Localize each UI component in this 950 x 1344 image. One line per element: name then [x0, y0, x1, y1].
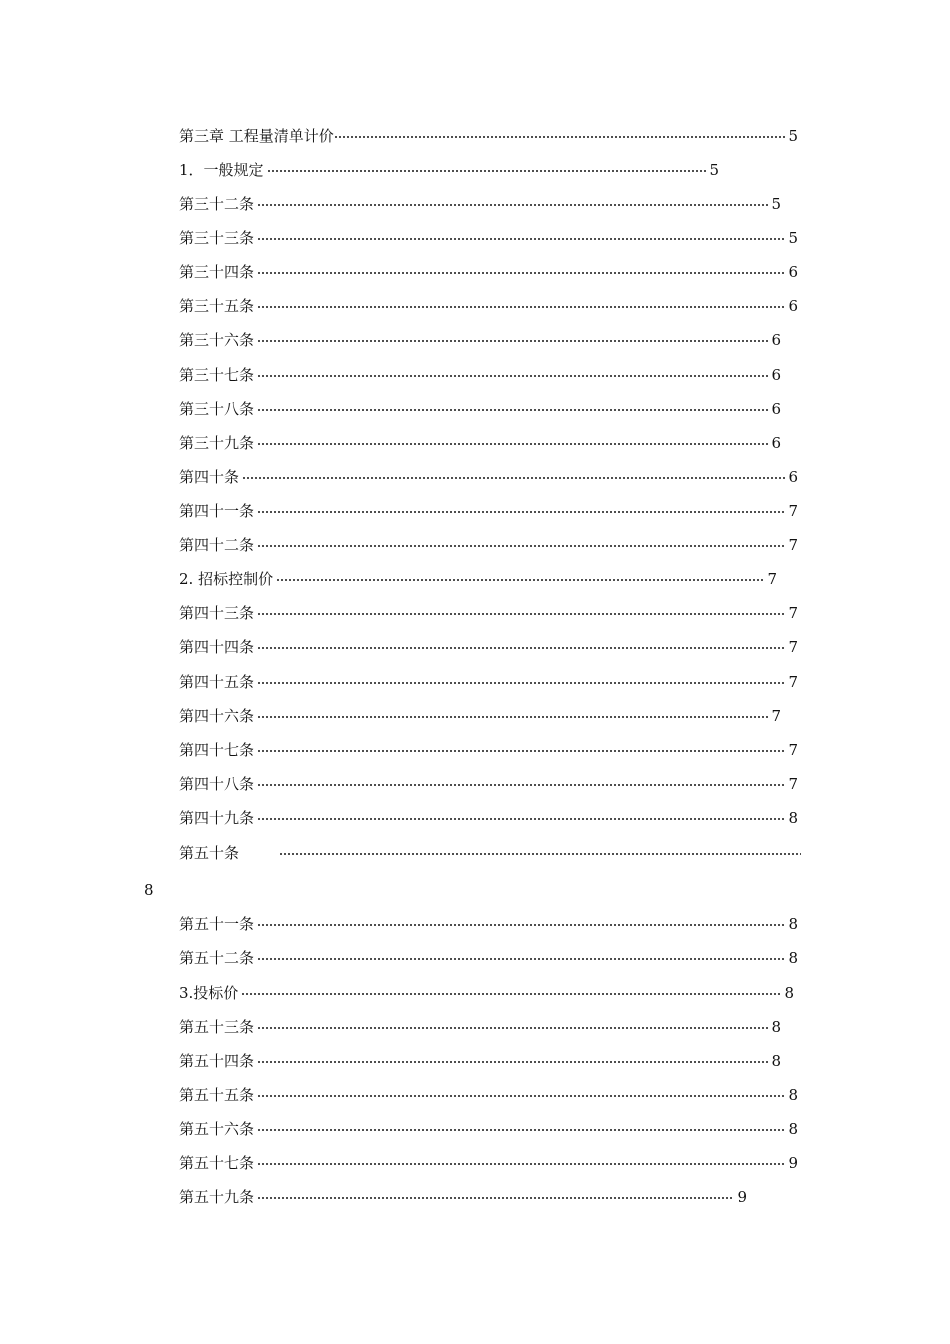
- toc-entry[interactable]: [179, 1050, 781, 1072]
- toc-entry-page: 6: [788, 263, 798, 281]
- toc-entry-page: 5: [771, 195, 781, 213]
- toc-entry-title: 第四十四条: [179, 638, 255, 656]
- toc-entry-title: 第三十五条: [179, 297, 255, 315]
- toc-leader-dots: [257, 716, 768, 718]
- toc-entry-page: 5: [788, 127, 798, 145]
- toc-entry[interactable]: [179, 636, 798, 658]
- toc-entry-title: 第四十八条: [179, 775, 255, 793]
- toc-entry-page: 8: [788, 809, 798, 827]
- toc-entry[interactable]: [179, 1152, 798, 1174]
- toc-entry-title: 第三十六条: [179, 331, 255, 349]
- toc-entry-title: 第四十一条: [179, 502, 255, 520]
- toc-leader-dots: [257, 1197, 734, 1199]
- toc-entry-page: 6: [788, 297, 798, 315]
- toc-entry-title: 第三十八条: [179, 400, 255, 418]
- toc-entry[interactable]: [179, 329, 781, 351]
- toc-entry-title: 第三十三条: [179, 229, 255, 247]
- toc-leader-dots: [257, 682, 785, 684]
- toc-entry-page: 8: [771, 1052, 781, 1070]
- toc-entry-title: 第四十九条: [179, 809, 255, 827]
- toc-entry[interactable]: [179, 1186, 747, 1208]
- toc-leader-dots: [257, 340, 768, 342]
- toc-entry[interactable]: [179, 705, 781, 727]
- toc-entry[interactable]: [179, 947, 798, 969]
- toc-entry-title: 第四十条: [179, 468, 240, 486]
- toc-entry-title: 第三十九条: [179, 434, 255, 452]
- toc-entry[interactable]: [179, 261, 798, 283]
- toc-entry[interactable]: [179, 1084, 798, 1106]
- toc-entry-title: 第三十二条: [179, 195, 255, 213]
- toc-entry-title: 第五十六条: [179, 1120, 255, 1138]
- toc-leader-dots: [241, 993, 781, 995]
- toc-entry-page: 5: [709, 161, 719, 179]
- toc-leader-dots: [257, 818, 785, 820]
- toc-leader-dots: [257, 784, 785, 786]
- toc-entry[interactable]: [179, 568, 777, 590]
- toc-leader-dots: [257, 204, 768, 206]
- toc-leader-dots: [279, 853, 801, 855]
- toc-entry-title: 第三十七条: [179, 366, 255, 384]
- toc-entry-page: 7: [788, 741, 798, 759]
- toc-leader-dots: [276, 579, 764, 581]
- toc-leader-dots: [257, 1163, 785, 1165]
- toc-entry-page: 5: [788, 229, 798, 247]
- toc-leader-dots: [257, 1027, 768, 1029]
- toc-entry[interactable]: [179, 364, 781, 386]
- toc-leader-dots: [257, 924, 785, 926]
- toc-entry-title: 3.投标价: [179, 984, 239, 1002]
- toc-entry-title: 第五十四条: [179, 1052, 255, 1070]
- toc-entry[interactable]: [179, 807, 798, 829]
- toc-entry[interactable]: [179, 1016, 781, 1038]
- toc-entry[interactable]: [179, 398, 781, 420]
- toc-entry-page: 8: [771, 1018, 781, 1036]
- toc-entry-page: 7: [767, 570, 777, 588]
- toc-entry-page: 7: [771, 707, 781, 725]
- toc-entry[interactable]: [179, 1118, 798, 1140]
- toc-leader-dots: [257, 511, 785, 513]
- toc-leader-dots: [334, 136, 786, 138]
- toc-entry-title: 第五十一条: [179, 915, 255, 933]
- toc-entry-page: 7: [788, 502, 798, 520]
- toc-leader-dots: [257, 443, 768, 445]
- toc-entry-title: 第四十二条: [179, 536, 255, 554]
- toc-entry-page: 7: [788, 604, 798, 622]
- toc-entry[interactable]: [179, 295, 798, 317]
- toc-entry-page: 7: [788, 638, 798, 656]
- toc-entry[interactable]: [179, 432, 781, 454]
- toc-entry[interactable]: [179, 534, 798, 556]
- toc-entry-title: 第三章 工程量清单计价: [179, 127, 334, 145]
- toc-leader-dots: [257, 958, 785, 960]
- toc-entry-page: 8: [788, 949, 798, 967]
- toc-entry-title: 第四十三条: [179, 604, 255, 622]
- toc-leader-dots: [267, 170, 707, 172]
- toc-entry[interactable]: [179, 159, 719, 181]
- toc-entry-title: 第四十五条: [179, 673, 255, 691]
- toc-leader-dots: [257, 545, 785, 547]
- toc-entry-page: 8: [788, 915, 798, 933]
- toc-entry-page: 7: [788, 536, 798, 554]
- toc-leader-dots: [257, 409, 768, 411]
- toc-entry[interactable]: [179, 773, 798, 795]
- toc-entry-title: 1．一般规定: [179, 161, 264, 179]
- toc-entry[interactable]: [179, 982, 794, 1004]
- toc-entry[interactable]: [179, 466, 798, 488]
- toc-entry-page: 8: [788, 1086, 798, 1104]
- toc-entry-title: 第五十条: [179, 844, 240, 862]
- toc-leader-dots: [257, 272, 785, 274]
- toc-entry[interactable]: [179, 500, 798, 522]
- toc-entry-page: 6: [771, 331, 781, 349]
- toc-entry-title: 2. 招标控制价: [179, 570, 274, 588]
- toc-leader-dots: [257, 238, 785, 240]
- toc-entry-title: 第四十六条: [179, 707, 255, 725]
- toc-entry-page: 6: [771, 400, 781, 418]
- toc-entry[interactable]: [179, 227, 798, 249]
- toc-entry-page: 6: [788, 468, 798, 486]
- toc-entry-title: 第五十九条: [179, 1188, 255, 1206]
- toc-entry-page: 8: [788, 1120, 798, 1138]
- toc-entry[interactable]: [179, 913, 798, 935]
- toc-entry-page: 9: [788, 1154, 798, 1172]
- toc-leader-dots: [242, 477, 785, 479]
- toc-leader-dots: [257, 1129, 785, 1131]
- toc-entry-title: 第三十四条: [179, 263, 255, 281]
- toc-entry[interactable]: [179, 602, 798, 624]
- toc-entry[interactable]: [179, 125, 798, 147]
- toc-entry[interactable]: [179, 842, 801, 864]
- toc-entry-page: 7: [788, 775, 798, 793]
- toc-leader-dots: [257, 647, 785, 649]
- toc-entry-title: 第四十七条: [179, 741, 255, 759]
- toc-entry[interactable]: [179, 193, 781, 215]
- toc-entry-page: 7: [788, 673, 798, 691]
- toc-entry-page: 6: [771, 366, 781, 384]
- toc-entry-title: 第五十五条: [179, 1086, 255, 1104]
- toc-leader-dots: [257, 306, 785, 308]
- toc-leader-dots: [257, 375, 768, 377]
- toc-entry-page: 9: [737, 1188, 747, 1206]
- wrapped-page-number: 8: [144, 881, 154, 899]
- toc-leader-dots: [257, 1061, 768, 1063]
- toc-entry-page: 8: [784, 984, 794, 1002]
- toc-entry-page: 6: [771, 434, 781, 452]
- toc-entry[interactable]: [179, 671, 798, 693]
- toc-entry-title: 第五十三条: [179, 1018, 255, 1036]
- toc-entry-title: 第五十二条: [179, 949, 255, 967]
- toc-leader-dots: [257, 613, 785, 615]
- toc-leader-dots: [257, 750, 785, 752]
- toc-entry[interactable]: [179, 739, 798, 761]
- toc-leader-dots: [257, 1095, 785, 1097]
- toc-entry-title: 第五十七条: [179, 1154, 255, 1172]
